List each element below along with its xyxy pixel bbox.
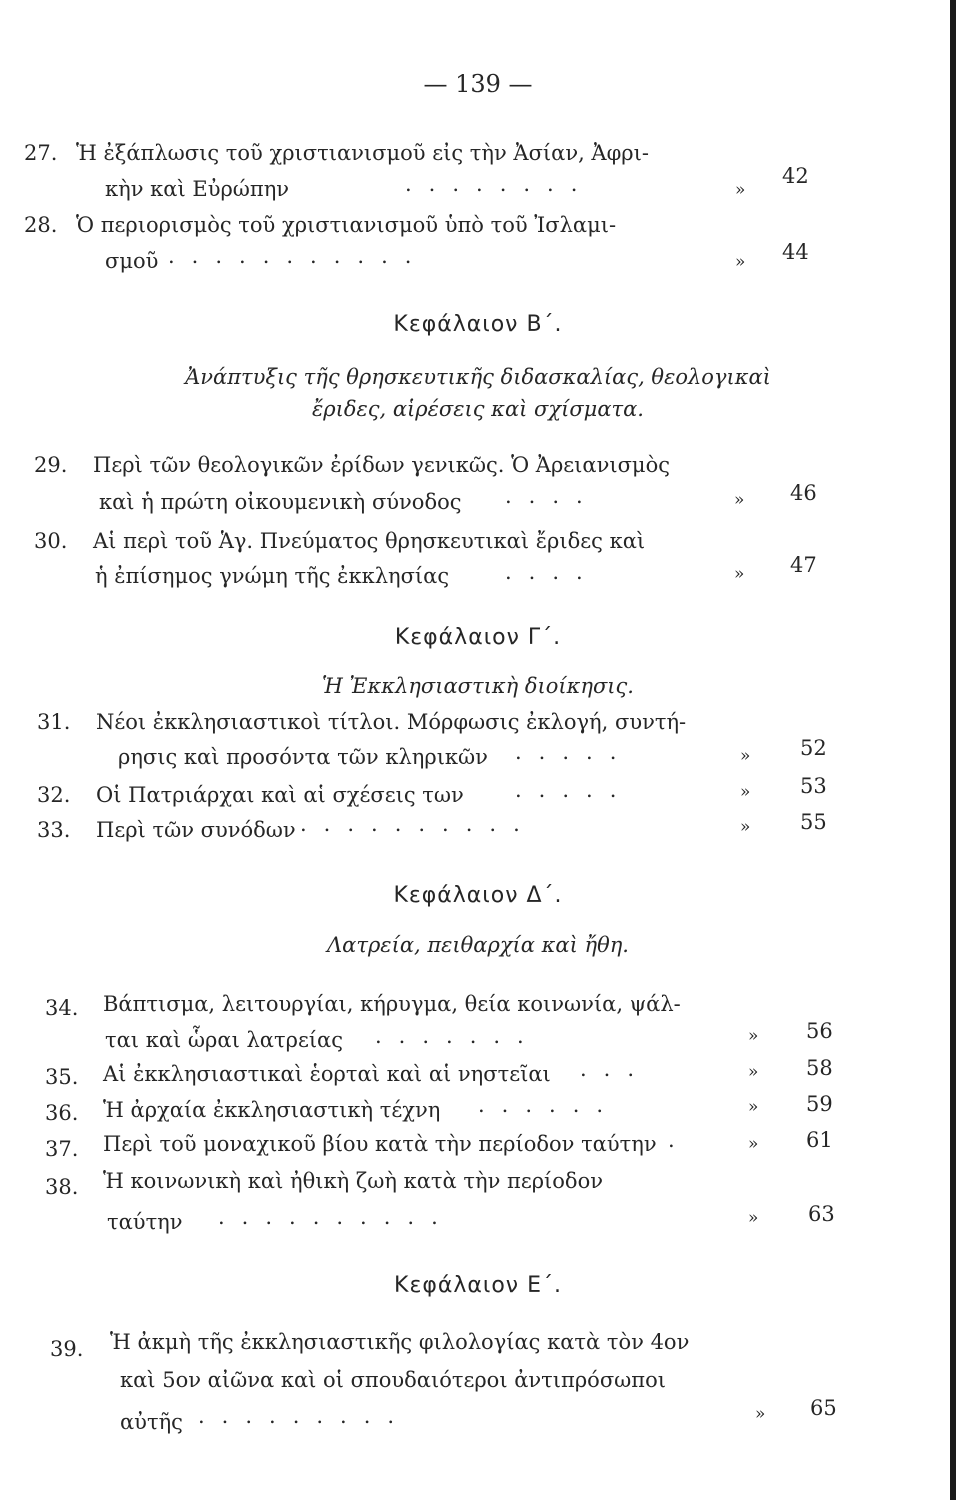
entry-39-number: 39.	[50, 1337, 84, 1361]
entry-38-leader: ..........	[218, 1205, 455, 1229]
entry-36-leader: ......	[478, 1093, 621, 1117]
entry-27-number: 27.	[24, 141, 58, 165]
entry-39-leader: .........	[198, 1404, 412, 1428]
entry-38-number: 38.	[45, 1175, 79, 1199]
chapter-b-subtitle-1: Ἀνάπτυξις τῆς θρησκευτικῆς διδασκαλίας, θεολογικαὶ	[185, 365, 771, 389]
entry-32-page: 53	[800, 774, 827, 798]
entry-29-leader: ....	[505, 484, 600, 508]
chapter-e-heading: Κεφάλαιον Ε΄.	[394, 1273, 562, 1298]
entry-39-title-cont-2: αὐτῆς	[120, 1410, 183, 1434]
entry-39-title: Ἡ ἀκμὴ τῆς ἐκκλησιαστικῆς φιλολογίας κατὰ τὸν 4ον	[110, 1330, 690, 1354]
entry-33-page: 55	[800, 810, 827, 834]
entry-35-leader: ...	[580, 1057, 652, 1081]
entry-32-leader: .....	[515, 778, 634, 802]
entry-31-number: 31.	[37, 710, 71, 734]
entry-29-page: 46	[790, 481, 817, 505]
entry-39-arrow: »	[755, 1404, 766, 1424]
entry-30-title: Αἱ περὶ τοῦ Ἁγ. Πνεύματος θρησκευτικαὶ ἔριδες καὶ	[93, 529, 646, 553]
entry-36-page: 59	[806, 1092, 833, 1116]
page-number: — 139 —	[423, 70, 533, 98]
entry-31-page: 52	[800, 736, 827, 760]
chapter-d-heading: Κεφάλαιον Δ΄.	[393, 883, 563, 908]
entry-34-page: 56	[806, 1019, 833, 1043]
entry-33-number: 33.	[37, 818, 71, 842]
entry-34-title-cont: ται καὶ ὧραι λατρείας	[105, 1028, 343, 1052]
entry-35-number: 35.	[45, 1065, 79, 1089]
entry-37-leader: .	[668, 1128, 692, 1152]
entry-30-arrow: »	[734, 564, 745, 584]
chapter-d-subtitle: Λατρεία, πειθαρχία καὶ ἤθη.	[327, 933, 629, 957]
entry-31-leader: .....	[515, 740, 634, 764]
chapter-b-heading: Κεφάλαιον Β΄.	[393, 312, 563, 337]
chapter-b-subtitle-2: ἔριδες, αἱρέσεις καὶ σχίσματα.	[312, 397, 644, 421]
entry-29-number: 29.	[34, 453, 68, 477]
entry-35-title: Αἱ ἐκκλησιαστικαὶ ἑορταὶ καὶ αἱ νηστεῖαι	[103, 1062, 551, 1086]
entry-31-arrow: »	[740, 746, 751, 766]
entry-32-number: 32.	[37, 783, 71, 807]
entry-37-number: 37.	[45, 1137, 79, 1161]
entry-29-arrow: »	[734, 490, 745, 510]
entry-28-leader: ...........	[168, 244, 429, 268]
entry-34-title: Βάπτισμα, λειτουργίαι, κήρυγμα, θεία κοινωνία, ψάλ-	[103, 992, 681, 1016]
entry-34-arrow: »	[748, 1026, 759, 1046]
entry-27-arrow: »	[735, 180, 746, 200]
entry-27-leader: ........	[405, 172, 595, 196]
entry-35-arrow: »	[748, 1062, 759, 1082]
entry-33-title: Περὶ τῶν συνόδων	[96, 818, 296, 842]
entry-28-title: Ὁ περιορισμὸς τοῦ χριστιανισμοῦ ὑπὸ τοῦ Ἰσλαμι-	[76, 213, 617, 237]
entry-30-title-cont: ἡ ἐπίσημος γνώμη τῆς ἐκκλησίας	[95, 564, 450, 588]
entry-38-title-cont: ταύτην	[107, 1210, 183, 1234]
entry-36-number: 36.	[45, 1101, 79, 1125]
entry-33-arrow: »	[740, 817, 751, 837]
entry-27-title: Ἡ ἐξάπλωσις τοῦ χριστιανισμοῦ εἰς τὴν Ἀσίαν, Ἀφρι-	[76, 141, 649, 165]
entry-30-number: 30.	[34, 529, 68, 553]
entry-35-page: 58	[806, 1056, 833, 1080]
entry-39-title-cont: καὶ 5ον αἰῶνα καὶ οἱ σπουδαιότεροι ἀντιπρόσωποι	[120, 1368, 666, 1392]
entry-32-title: Οἱ Πατριάρχαι καὶ αἱ σχέσεις των	[96, 783, 464, 807]
entry-36-arrow: »	[748, 1097, 759, 1117]
entry-28-arrow: »	[735, 252, 746, 272]
chapter-c-heading: Κεφάλαιον Γ΄.	[394, 625, 562, 650]
entry-28-title-cont: σμοῦ	[105, 249, 159, 273]
entry-33-leader: ..........	[300, 812, 537, 836]
entry-38-title: Ἡ κοινωνικὴ καὶ ἠθικὴ ζωὴ κατὰ τὴν περίοδον	[103, 1169, 603, 1193]
entry-28-page: 44	[782, 240, 809, 264]
entry-27-page: 42	[782, 164, 809, 188]
entry-38-page: 63	[808, 1202, 835, 1226]
entry-30-leader: ....	[505, 560, 600, 584]
entry-34-leader: .......	[375, 1024, 541, 1048]
entry-37-arrow: »	[748, 1134, 759, 1154]
entry-38-arrow: »	[748, 1208, 759, 1228]
entry-29-title: Περὶ τῶν θεολογικῶν ἐρίδων γενικῶς. Ὁ Ἀρειανισμὸς	[93, 453, 670, 477]
entry-39-page: 65	[810, 1396, 837, 1420]
entry-34-number: 34.	[45, 996, 79, 1020]
entry-27-title-cont: κὴν καὶ Εὐρώπην	[105, 177, 290, 201]
entry-29-title-cont: καὶ ἡ πρώτη οἰκουμενικὴ σύνοδος	[99, 490, 462, 514]
entry-30-page: 47	[790, 553, 817, 577]
page-edge-shadow	[950, 0, 956, 1500]
entry-31-title-cont: ρησις καὶ προσόντα τῶν κληρικῶν	[118, 745, 488, 769]
entry-36-title: Ἡ ἀρχαία ἐκκλησιαστικὴ τέχνη	[103, 1098, 441, 1122]
entry-37-page: 61	[806, 1128, 833, 1152]
entry-37-title: Περὶ τοῦ μοναχικοῦ βίου κατὰ τὴν περίοδον ταύτην	[103, 1132, 657, 1156]
chapter-c-subtitle: Ἡ Ἐκκλησιαστικὴ διοίκησις.	[322, 674, 634, 698]
entry-32-arrow: »	[740, 782, 751, 802]
entry-28-number: 28.	[24, 213, 58, 237]
entry-31-title: Νέοι ἐκκλησιαστικοὶ τίτλοι. Μόρφωσις ἐκλογή, συντή-	[96, 710, 687, 734]
